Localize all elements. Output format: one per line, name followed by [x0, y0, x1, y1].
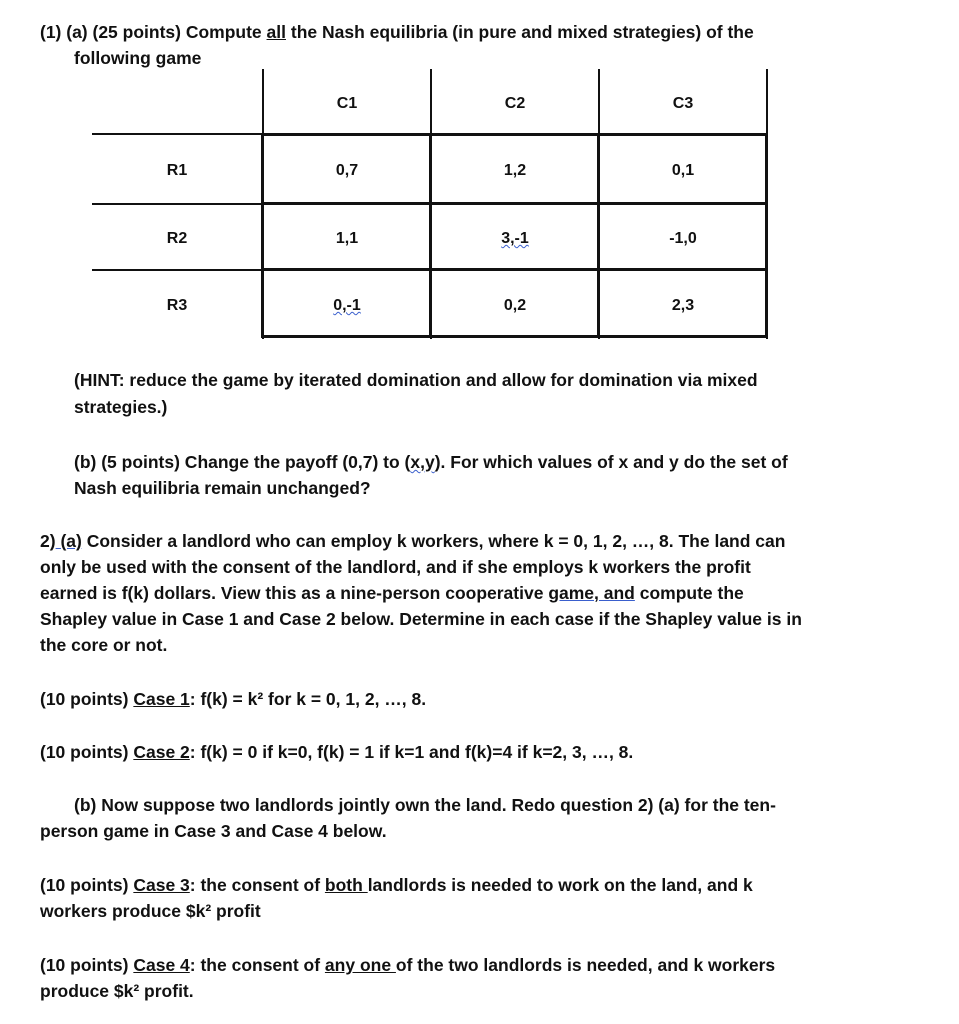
payoff-cell: 0,-1 [333, 297, 361, 314]
q2b-line1: (b) Now suppose two landlords jointly own the land. Redo question 2) (a) for the ten- [74, 795, 776, 815]
any-one-underlined: any one [324, 955, 396, 975]
hint-line1: (HINT: reduce the game by iterated domination and allow for domination via mixed [74, 370, 758, 390]
case4-line2: produce $k² profit. [40, 981, 194, 1001]
payoff-cell: 0,2 [503, 297, 527, 314]
payoff-cell: 0,1 [671, 162, 695, 179]
q2-line3: earned is f(k) dollars. View this as a nine-person cooperative game, and compute the [40, 583, 744, 603]
payoff-cell: -1,0 [669, 230, 697, 247]
case4-label: Case 4 [133, 955, 190, 975]
part-a-label: (a) [60, 531, 82, 551]
case3-line2: workers produce $k² profit [40, 901, 261, 921]
case3-line1: (10 points) Case 3: the consent of both landlords is needed to work on the land, and k [40, 875, 753, 895]
case1-label: Case 1 [133, 689, 190, 709]
case2-line: (10 points) Case 2: f(k) = 0 if k=0, f(k) = 1 if k=1 and f(k)=4 if k=2, 3, …, 8. [40, 742, 634, 762]
column-header-c1: C1 [336, 95, 358, 112]
q1b-line2: Nash equilibria remain unchanged? [74, 478, 371, 498]
table-rule [262, 133, 768, 136]
q2-line1: 2) (a) Consider a landlord who can employ k workers, where k = 0, 1, 2, …, 8. The land can [40, 531, 786, 551]
payoff-cell: 1,2 [503, 162, 527, 179]
q2-line4: Shapley value in Case 1 and Case 2 below. Determine in each case if the Shapley value is in [40, 609, 802, 629]
row-label-r2: R2 [166, 230, 188, 247]
payoff-table [92, 69, 772, 339]
table-rule [262, 202, 768, 205]
case1-line: (10 points) Case 1: f(k) = k² for k = 0, 1, 2, …, 8. [40, 689, 427, 709]
table-rule [262, 335, 768, 338]
case2-label: Case 2 [133, 742, 190, 762]
game-and-underlined: game, and [548, 583, 635, 603]
table-rule [92, 133, 262, 135]
payoff-cell: 2,3 [671, 297, 695, 314]
q2-line5: the core or not. [40, 635, 168, 655]
both-underlined: both [324, 875, 368, 895]
q2b-line2: person game in Case 3 and Case 4 below. [40, 821, 387, 841]
q2-line2: only be used with the consent of the landlord, and if she employs k workers the profit [40, 557, 751, 577]
column-header-c2: C2 [504, 95, 526, 112]
hint-line2: strategies.) [74, 397, 168, 417]
table-rule [262, 268, 768, 271]
all-underlined: all [266, 22, 286, 42]
q1b-line1: (b) (5 points) Change the payoff (0,7) to (x,y). For which values of x and y do the set of [74, 452, 788, 472]
xy-variable: x,y [410, 452, 435, 472]
table-rule [92, 269, 262, 271]
row-label-r3: R3 [166, 297, 188, 314]
column-header-c3: C3 [672, 95, 694, 112]
q1-line2: following game [74, 48, 202, 68]
case4-line1: (10 points) Case 4: the consent of any one of the two landlords is needed, and k workers [40, 955, 776, 975]
table-rule [92, 203, 262, 205]
payoff-cell: 0,7 [335, 162, 359, 179]
case3-label: Case 3 [133, 875, 190, 895]
payoff-cell: 3,-1 [501, 230, 529, 247]
q1-line1: (1) (a) (25 points) Compute all the Nash equilibria (in pure and mixed strategies) of the [40, 22, 754, 42]
payoff-cell: 1,1 [335, 230, 359, 247]
row-label-r1: R1 [166, 162, 188, 179]
